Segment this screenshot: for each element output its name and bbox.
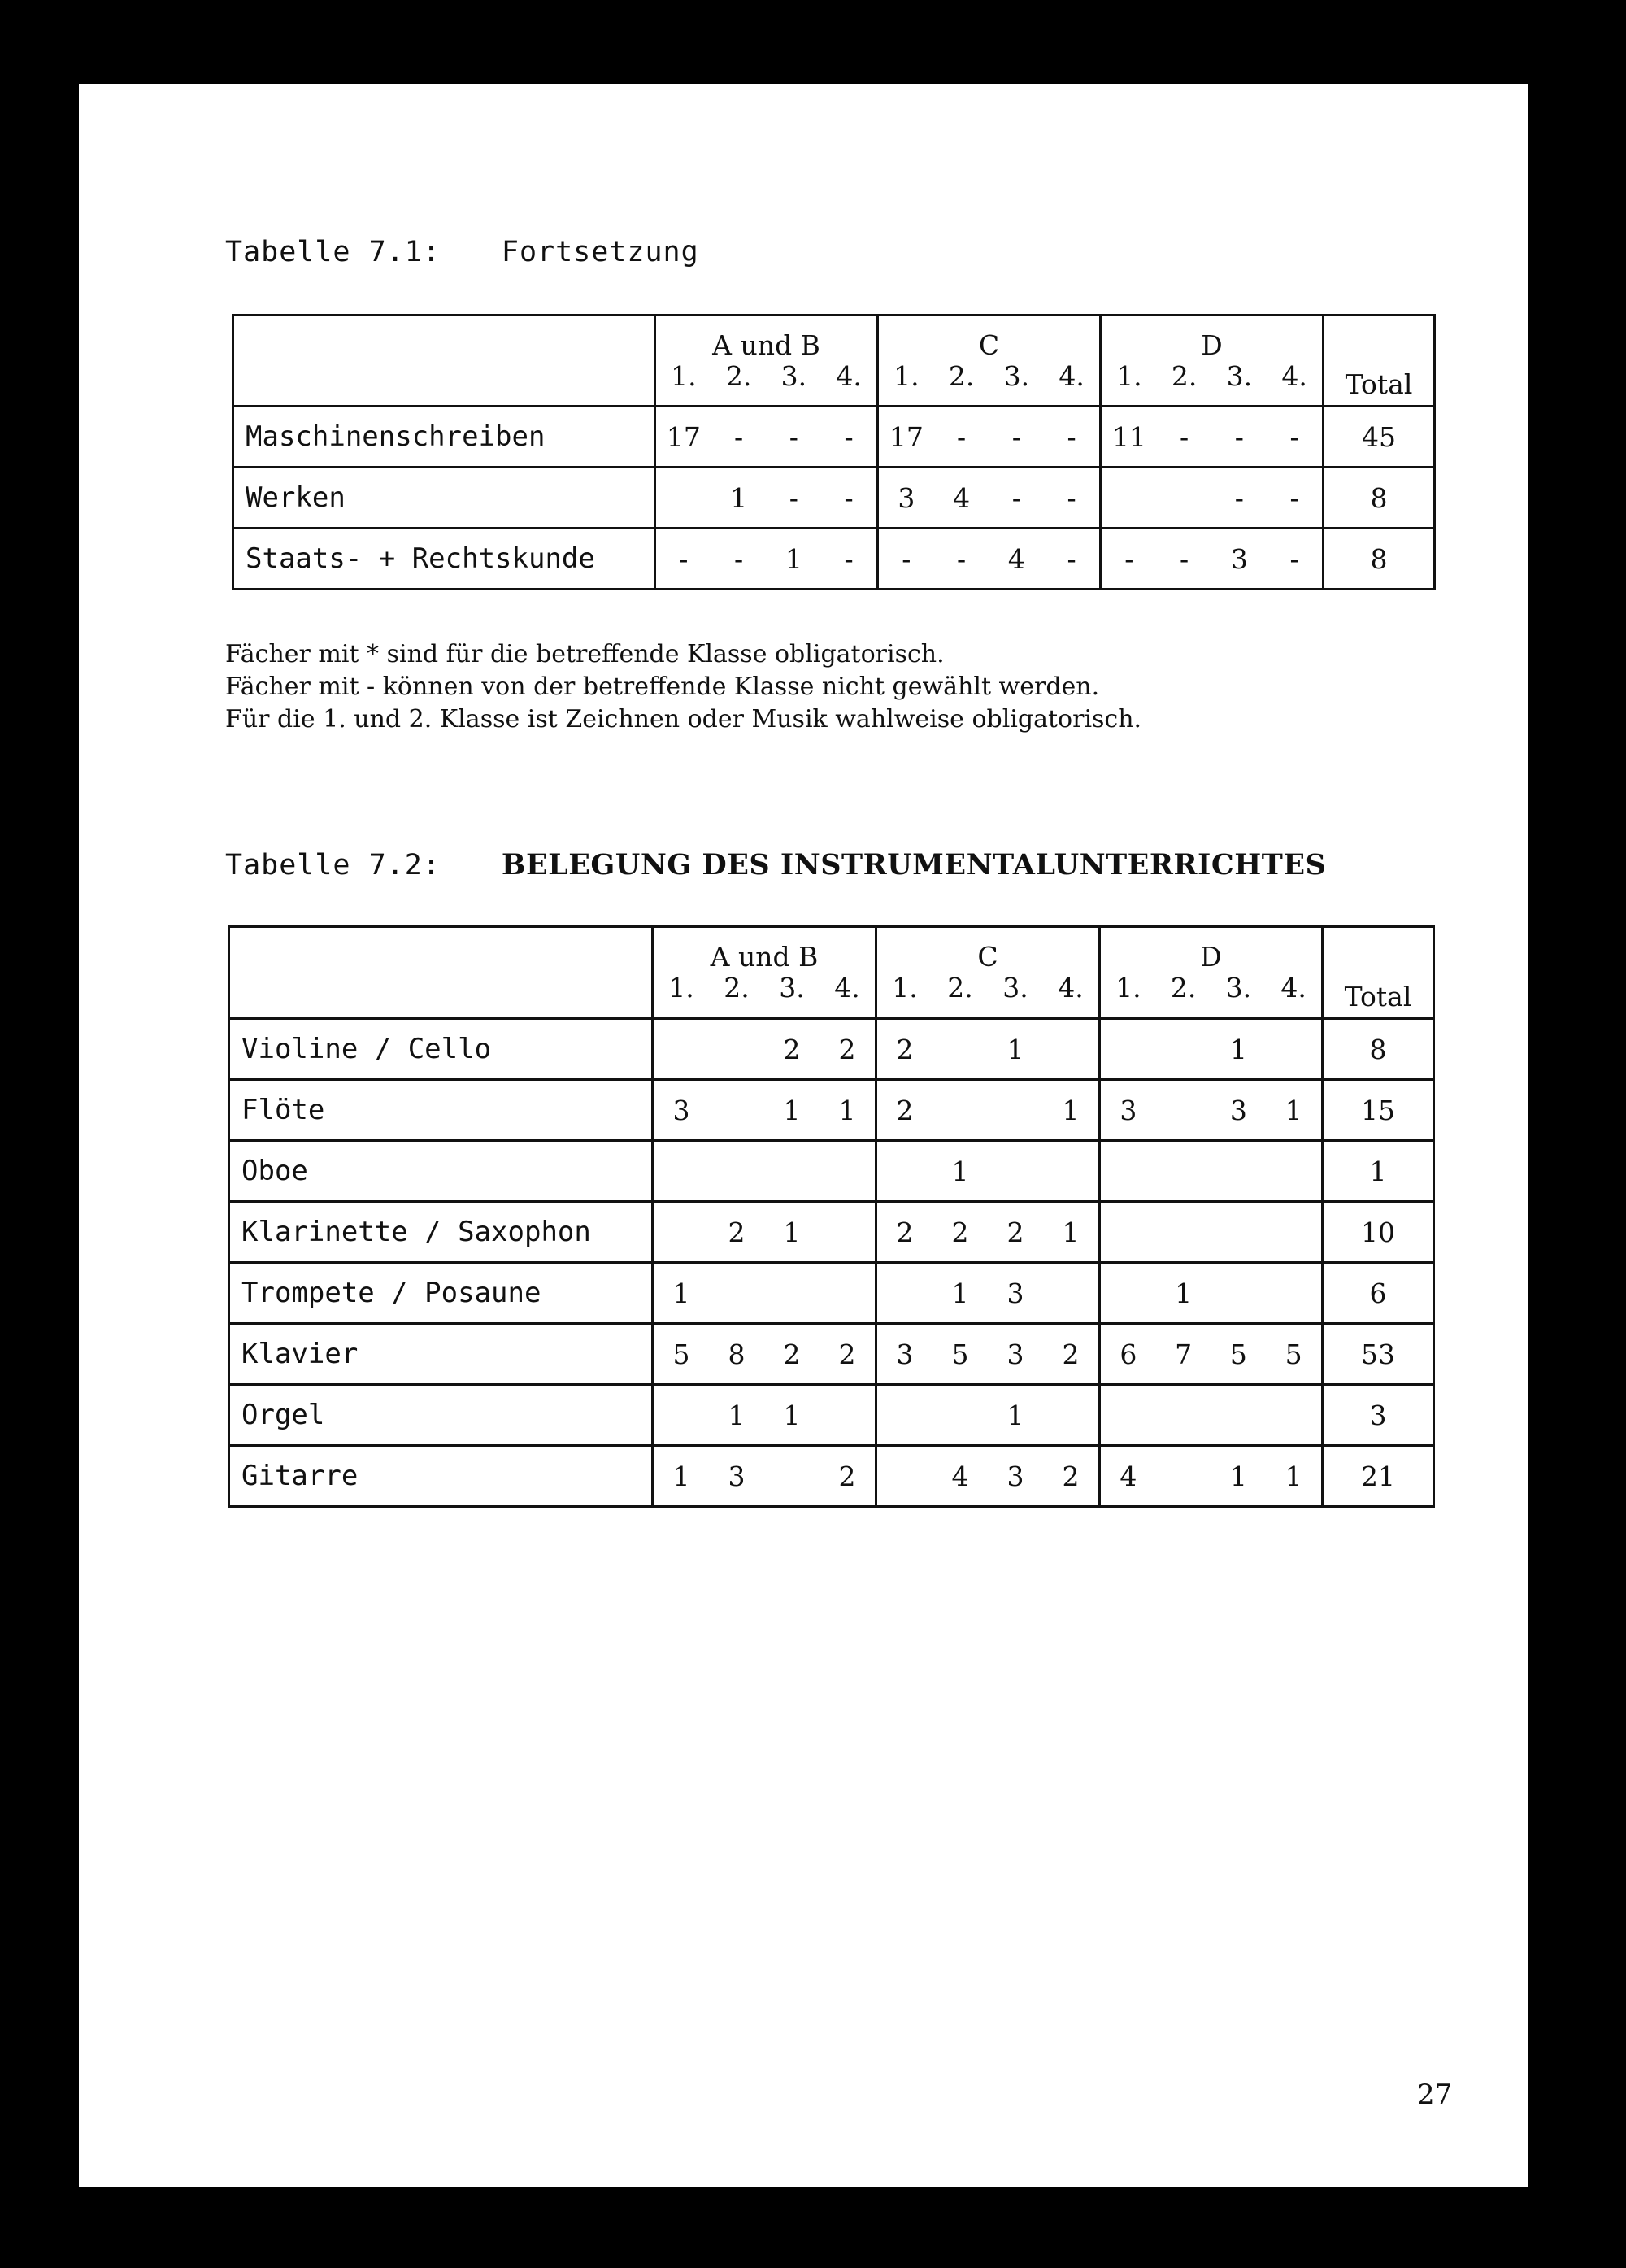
count-value: 2 <box>896 1094 914 1126</box>
group-cell <box>655 407 878 468</box>
count-value: 3 <box>672 1094 690 1126</box>
count-value: - <box>844 542 854 575</box>
count-value: - <box>789 420 798 453</box>
class-year-header: 1. <box>668 972 694 1003</box>
row-total: 53 <box>1323 1324 1434 1385</box>
class-year-header: 2. <box>724 972 750 1003</box>
count-value <box>1043 1156 1098 1187</box>
table1-caption-label: Tabelle 7.1: <box>225 236 441 268</box>
class-year-header: 1. <box>892 972 918 1003</box>
count-value <box>988 1095 1043 1126</box>
count-value: - <box>734 420 744 453</box>
group-cell <box>653 1080 876 1141</box>
group-cell <box>1101 407 1324 468</box>
row-label: Klarinette / Saxophon <box>229 1202 653 1263</box>
count-value: 2 <box>838 1460 856 1492</box>
count-value: 5 <box>672 1338 690 1370</box>
group-cell <box>1100 1263 1323 1324</box>
class-year-header: 4. <box>834 972 860 1003</box>
class-year-header: 2. <box>725 359 752 392</box>
class-year-header: 1. <box>1115 972 1141 1003</box>
count-value: - <box>902 542 911 575</box>
count-value <box>1043 1278 1098 1309</box>
count-value <box>1043 1400 1098 1431</box>
group-header-label: C <box>977 941 998 973</box>
group-cell <box>876 1263 1100 1324</box>
count-value <box>1101 1034 1156 1065</box>
group-cell <box>876 1446 1100 1507</box>
count-value: - <box>789 481 798 514</box>
row-label: Klavier <box>229 1324 653 1385</box>
group-header <box>1100 927 1323 1019</box>
group-cell <box>876 1324 1100 1385</box>
count-value: 1 <box>1285 1460 1302 1492</box>
row-total: 15 <box>1323 1080 1434 1141</box>
count-value: 4 <box>1120 1460 1137 1492</box>
count-value: 2 <box>951 1216 969 1248</box>
count-value: 2 <box>838 1033 856 1065</box>
footnote-line: Fächer mit * sind für die betreffende Klasse obligatorisch. <box>225 640 945 668</box>
count-value <box>1101 1278 1156 1309</box>
class-year-header: 1. <box>893 359 920 392</box>
group-cell <box>876 1141 1100 1202</box>
count-value: 1 <box>1006 1399 1024 1431</box>
count-value <box>933 1400 988 1431</box>
count-value: - <box>1067 542 1076 575</box>
count-value <box>709 1034 764 1065</box>
count-value: - <box>1234 481 1244 514</box>
count-value: - <box>957 420 967 453</box>
group-cell <box>653 1202 876 1263</box>
count-value: 4 <box>1007 542 1025 575</box>
group-header-label: C <box>978 329 1000 361</box>
count-value: 5 <box>1285 1338 1302 1370</box>
count-value: 2 <box>1006 1216 1024 1248</box>
count-value: 1 <box>728 1399 746 1431</box>
count-value: 1 <box>1175 1277 1193 1309</box>
group-cell <box>653 1385 876 1446</box>
class-year-header: 4. <box>1059 359 1085 392</box>
class-year-header: 1. <box>1116 359 1142 392</box>
count-value: - <box>957 542 967 575</box>
table1-caption <box>225 236 699 268</box>
count-value: 2 <box>1062 1460 1080 1492</box>
table-row <box>229 1202 1434 1263</box>
count-value: 3 <box>1006 1460 1024 1492</box>
row-total: 8 <box>1324 529 1435 590</box>
count-value: 1 <box>1062 1216 1080 1248</box>
count-value: 2 <box>896 1033 914 1065</box>
class-year-header: 3. <box>779 972 805 1003</box>
row-label: Oboe <box>229 1141 653 1202</box>
table-row <box>229 1446 1434 1507</box>
count-value: 4 <box>953 481 971 514</box>
count-value <box>1156 1460 1211 1492</box>
count-value: 2 <box>783 1033 801 1065</box>
group-header-label: D <box>1201 329 1223 361</box>
group-cell <box>878 529 1101 590</box>
count-value <box>709 1278 764 1309</box>
group-cell <box>876 1080 1100 1141</box>
class-year-header: 2. <box>947 972 973 1003</box>
count-value: 4 <box>951 1460 969 1492</box>
count-value <box>654 1034 709 1065</box>
class-year-header: 4. <box>836 359 862 392</box>
count-value: 2 <box>1062 1338 1080 1370</box>
count-value: 1 <box>1285 1094 1302 1126</box>
class-year-header: 3. <box>1002 972 1028 1003</box>
count-value: 1 <box>783 1216 801 1248</box>
count-value <box>877 1156 933 1187</box>
count-value: 17 <box>889 420 924 453</box>
count-value: - <box>1234 420 1244 453</box>
count-value: 1 <box>783 1094 801 1126</box>
count-value <box>877 1400 933 1431</box>
group-header <box>876 927 1100 1019</box>
row-label: Werken <box>233 468 655 529</box>
row-total: 45 <box>1324 407 1435 468</box>
row-label: Maschinenschreiben <box>233 407 655 468</box>
count-value <box>988 1156 1043 1187</box>
class-year-header: 2. <box>948 359 975 392</box>
count-value: 2 <box>783 1338 801 1370</box>
page-number: 27 <box>1417 2079 1453 2111</box>
group-cell <box>876 1202 1100 1263</box>
table-row <box>229 1019 1434 1080</box>
group-cell <box>878 468 1101 529</box>
count-value <box>656 482 711 514</box>
count-value <box>654 1217 709 1248</box>
total-header: Total <box>1324 316 1435 407</box>
group-header <box>878 316 1101 407</box>
count-value: 1 <box>1229 1033 1247 1065</box>
row-total: 8 <box>1324 468 1435 529</box>
table-row <box>229 1324 1434 1385</box>
count-value: 1 <box>1062 1094 1080 1126</box>
count-value: 1 <box>730 481 748 514</box>
row-total: 1 <box>1323 1141 1434 1202</box>
count-value: 3 <box>728 1460 746 1492</box>
count-value <box>877 1460 933 1492</box>
group-header-label: A und B <box>712 329 820 361</box>
count-value: - <box>734 542 744 575</box>
class-year-header: 4. <box>1058 972 1084 1003</box>
group-cell <box>653 1263 876 1324</box>
group-header <box>653 927 876 1019</box>
group-header-label: D <box>1200 941 1222 973</box>
group-cell <box>1100 1019 1323 1080</box>
table-row <box>229 1080 1434 1141</box>
footnote-line: Für die 1. und 2. Klasse ist Zeichnen oder Musik wahlweise obligatorisch. <box>225 705 1142 734</box>
table2 <box>228 925 1435 1508</box>
count-value: - <box>1289 481 1299 514</box>
count-value: 6 <box>1120 1338 1137 1370</box>
group-cell <box>653 1446 876 1507</box>
row-label: Flöte <box>229 1080 653 1141</box>
group-cell <box>1100 1324 1323 1385</box>
group-cell <box>653 1324 876 1385</box>
header-corner-cell <box>233 316 655 407</box>
group-cell <box>876 1385 1100 1446</box>
table-row <box>229 1263 1434 1324</box>
row-label: Trompete / Posaune <box>229 1263 653 1324</box>
row-label: Orgel <box>229 1385 653 1446</box>
count-value <box>1156 1034 1211 1065</box>
group-header-label: A und B <box>710 941 819 973</box>
count-value: 7 <box>1175 1338 1193 1370</box>
count-value <box>764 1278 820 1309</box>
count-value: 1 <box>672 1277 690 1309</box>
count-value: - <box>1067 481 1076 514</box>
class-year-header: 3. <box>1003 359 1030 392</box>
group-cell <box>655 529 878 590</box>
row-total: 8 <box>1323 1019 1434 1080</box>
count-value: 1 <box>838 1094 856 1126</box>
table2-caption <box>225 848 1326 882</box>
count-value: - <box>1289 542 1299 575</box>
count-value: - <box>1124 542 1134 575</box>
table2-caption-label: Tabelle 7.2: <box>225 849 441 882</box>
count-value <box>820 1400 875 1431</box>
class-year-header: 3. <box>1225 972 1252 1003</box>
count-value <box>933 1034 988 1065</box>
count-value <box>1156 1095 1211 1126</box>
class-year-header: 2. <box>1171 359 1198 392</box>
class-year-header: 2. <box>1170 972 1197 1003</box>
count-value: 1 <box>951 1277 969 1309</box>
table1-caption-title: Fortsetzung <box>501 236 699 268</box>
count-value <box>820 1217 875 1248</box>
count-value <box>877 1278 933 1309</box>
count-value <box>709 1095 764 1126</box>
group-cell <box>1100 1202 1323 1263</box>
footnote-line: Fächer mit - können von der betreffende Klasse nicht gewählt werden. <box>225 673 1100 701</box>
group-cell <box>1100 1446 1323 1507</box>
count-value: 5 <box>951 1338 969 1370</box>
class-year-header: 3. <box>780 359 807 392</box>
group-cell <box>1101 529 1324 590</box>
count-value: 17 <box>666 420 701 453</box>
table-row <box>233 529 1435 590</box>
group-header <box>1101 316 1324 407</box>
table-row <box>229 1141 1434 1202</box>
count-value: 3 <box>1230 542 1248 575</box>
count-value: 2 <box>896 1216 914 1248</box>
count-value <box>1266 1034 1321 1065</box>
count-value: 5 <box>1229 1338 1247 1370</box>
count-value: 8 <box>728 1338 746 1370</box>
count-value: - <box>1180 542 1189 575</box>
group-cell <box>1101 468 1324 529</box>
count-value: - <box>1067 420 1076 453</box>
group-cell <box>1100 1141 1323 1202</box>
table-header-row <box>233 316 1435 407</box>
count-value: 3 <box>1229 1094 1247 1126</box>
group-cell <box>653 1019 876 1080</box>
group-cell <box>1100 1080 1323 1141</box>
table1 <box>232 314 1436 590</box>
count-value <box>1102 482 1157 514</box>
count-value: - <box>1289 420 1299 453</box>
count-value: 3 <box>898 481 915 514</box>
count-value <box>1043 1034 1098 1065</box>
count-value: 1 <box>1006 1033 1024 1065</box>
row-total: 3 <box>1323 1385 1434 1446</box>
count-value: - <box>844 481 854 514</box>
count-value: 3 <box>1120 1094 1137 1126</box>
count-value: 1 <box>672 1460 690 1492</box>
count-value <box>764 1460 820 1492</box>
table-row <box>233 468 1435 529</box>
class-year-header: 4. <box>1280 972 1306 1003</box>
count-value: 3 <box>1006 1338 1024 1370</box>
row-total: 21 <box>1323 1446 1434 1507</box>
row-total: 10 <box>1323 1202 1434 1263</box>
row-label: Violine / Cello <box>229 1019 653 1080</box>
count-value: - <box>1180 420 1189 453</box>
group-cell <box>653 1141 876 1202</box>
count-value <box>933 1095 988 1126</box>
group-cell <box>876 1019 1100 1080</box>
table-row <box>229 1385 1434 1446</box>
row-label: Gitarre <box>229 1446 653 1507</box>
count-value: 11 <box>1111 420 1146 453</box>
count-value: - <box>1011 481 1021 514</box>
count-value: 1 <box>951 1155 969 1187</box>
class-year-header: 3. <box>1226 359 1253 392</box>
count-value <box>820 1278 875 1309</box>
count-value: 2 <box>728 1216 746 1248</box>
count-value: - <box>679 542 689 575</box>
group-cell <box>878 407 1101 468</box>
count-value: 3 <box>1006 1277 1024 1309</box>
count-value: - <box>1011 420 1021 453</box>
count-value: 3 <box>896 1338 914 1370</box>
header-corner-cell <box>229 927 653 1019</box>
group-cell <box>655 468 878 529</box>
count-value: - <box>844 420 854 453</box>
total-header: Total <box>1323 927 1434 1019</box>
class-year-header: 4. <box>1281 359 1307 392</box>
count-value <box>1266 1278 1321 1309</box>
table2-caption-title: BELEGUNG DES INSTRUMENTALUNTERRICHTES <box>501 848 1327 882</box>
count-value: 1 <box>1229 1460 1247 1492</box>
group-cell <box>1100 1385 1323 1446</box>
footnotes <box>225 638 1141 736</box>
count-value: 1 <box>783 1399 801 1431</box>
table-header-row <box>229 927 1434 1019</box>
count-value: 2 <box>838 1338 856 1370</box>
count-value <box>1211 1278 1267 1309</box>
class-year-header: 1. <box>671 359 697 392</box>
row-total: 6 <box>1323 1263 1434 1324</box>
count-value <box>654 1400 709 1431</box>
row-label: Staats- + Rechtskunde <box>233 529 655 590</box>
count-value: 1 <box>785 542 802 575</box>
table-row <box>233 407 1435 468</box>
group-header <box>655 316 878 407</box>
count-value <box>1157 482 1212 514</box>
